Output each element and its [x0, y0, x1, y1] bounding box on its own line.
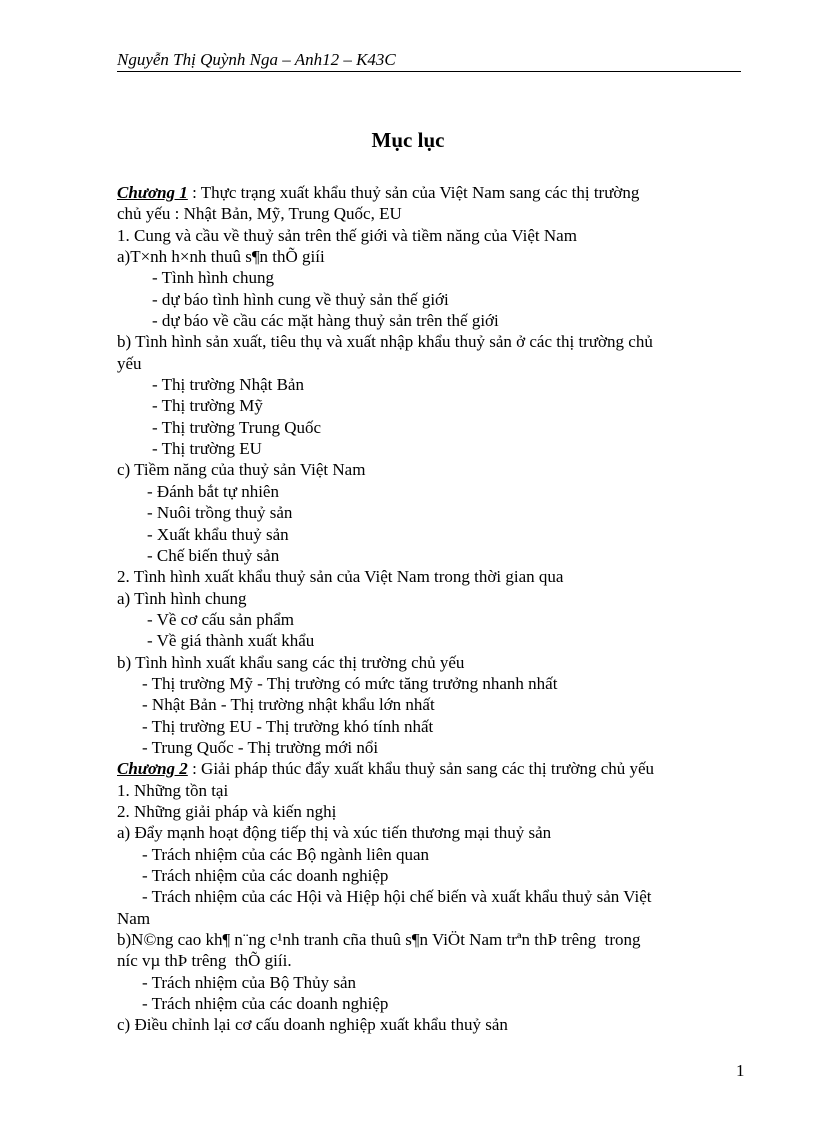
toc-line: [117, 694, 741, 715]
toc-line-text: b) Tình hình sản xuất, tiêu thụ và xuất nhập khẩu thuỷ sản ở các thị trường chủ: [117, 332, 653, 352]
toc-line-text: yếu: [117, 353, 142, 373]
toc-line-text: Nam: [117, 908, 151, 928]
toc-line-text: - Thị trường EU - Thị trường khó tính nhất: [142, 716, 434, 736]
toc-line: [117, 545, 741, 566]
toc-line: [117, 630, 741, 651]
toc-line-text: - Chế biến thuỷ sản: [147, 545, 280, 565]
toc-line-text: - Thị trường Trung Quốc: [152, 417, 322, 437]
toc-line-text: : Giải pháp thúc đẩy xuất khẩu thuỷ sản sang các thị trường chủ yếu: [187, 759, 655, 779]
toc-line: [117, 502, 741, 523]
toc-line-text: - Nhật Bản - Thị trường nhật khẩu lớn nhất: [142, 695, 435, 715]
page-number: 1: [736, 1061, 745, 1080]
chapter-label: Chương 2: [117, 759, 188, 779]
toc-line: [117, 673, 741, 694]
toc-line: [117, 652, 741, 673]
toc-line: [117, 886, 741, 907]
toc-line-text: b) Tình hình xuất khẩu sang các thị trường chủ yếu: [117, 652, 465, 672]
toc-line: [117, 865, 741, 886]
toc-line-text: a) Đẩy mạnh hoạt động tiếp thị và xúc tiến thương mại thuỷ sản: [117, 823, 552, 843]
table-of-contents: [117, 182, 741, 1036]
toc-line: [117, 246, 741, 267]
toc-line-text: - Trách nhiệm của các doanh nghiệp: [142, 994, 389, 1014]
toc-line: [117, 588, 741, 609]
toc-line: [117, 289, 741, 310]
toc-line: [117, 374, 741, 395]
toc-line-text: - Xuất khẩu thuỷ sản: [147, 524, 289, 544]
toc-line: [117, 566, 741, 587]
page-title: Mục lục: [371, 128, 445, 152]
toc-line: [117, 950, 741, 971]
toc-line-text: - dự báo về cầu các mặt hàng thuỷ sản trên thế giới: [152, 311, 499, 331]
toc-line-text: - Về cơ cấu sản phẩm: [147, 609, 294, 629]
toc-chapter-line: [117, 182, 741, 203]
toc-line: [117, 267, 741, 288]
toc-line-text: : Thực trạng xuất khẩu thuỷ sản của Việt Nam sang các thị trường: [187, 183, 640, 202]
page-header: Nguyễn Thị Quỳnh Nga – Anh12 – K43C: [117, 49, 741, 72]
toc-line: [117, 310, 741, 331]
toc-line-text: a)T×nh h×nh thuû s¶n thÕ giíi: [117, 247, 325, 267]
toc-line: [117, 972, 741, 993]
toc-line: [117, 1014, 741, 1035]
toc-line: [117, 780, 741, 801]
toc-line-text: c) Tiềm năng của thuỷ sản Việt Nam: [117, 460, 366, 480]
toc-line: [117, 908, 741, 929]
toc-line-text: - Thị trường EU: [152, 439, 262, 459]
toc-line-text: 1. Những tồn tại: [117, 780, 229, 800]
toc-line: [117, 481, 741, 502]
toc-line-text: - dự báo tình hình cung về thuỷ sản thế giới: [152, 289, 449, 309]
toc-line-text: 2. Những giải pháp và kiến nghị: [117, 801, 337, 821]
toc-line-text: c) Điều chỉnh lại cơ cấu doanh nghiệp xuất khẩu thuỷ sản: [117, 1015, 508, 1035]
toc-line: [117, 331, 741, 352]
toc-line: [117, 737, 741, 758]
toc-line: [117, 929, 741, 950]
toc-line-text: - Đánh bắt tự nhiên: [147, 481, 279, 501]
toc-line-text: - Thị trường Mỹ - Thị trường có mức tăng trưởng nhanh nhất: [142, 673, 558, 693]
toc-line: [117, 395, 741, 416]
toc-line: [117, 716, 741, 737]
toc-line-text: 1. Cung và cầu về thuỷ sản trên thế giới và tiềm năng của Việt Nam: [117, 225, 577, 245]
toc-line-text: - Tình hình chung: [152, 268, 274, 288]
toc-line: [117, 993, 741, 1014]
toc-line: [117, 438, 741, 459]
toc-line-text: níc vµ thÞ trêng thÕ giíi.: [117, 951, 292, 971]
toc-line-text: a) Tình hình chung: [117, 588, 247, 608]
toc-line: [117, 822, 741, 843]
toc-line-text: b)N©ng cao kh¶ n¨ng c¹nh tranh cña thuû s¶n ViÖt Nam trªn thÞ trêng trong: [117, 930, 641, 950]
toc-line: [117, 459, 741, 480]
chapter-label: Chương 1: [117, 183, 188, 202]
toc-line: [117, 353, 741, 374]
toc-chapter-line: [117, 758, 741, 779]
toc-line-text: - Về giá thành xuất khẩu: [147, 631, 315, 651]
toc-line-text: - Trung Quốc - Thị trường mới nổi: [142, 737, 379, 757]
toc-line: [117, 609, 741, 630]
toc-line-text: - Trách nhiệm của các Bộ ngành liên quan: [142, 844, 430, 864]
toc-line-text: - Trách nhiệm của Bộ Thủy sản: [142, 972, 357, 992]
toc-line: [117, 203, 741, 224]
toc-line-text: - Thị trường Nhật Bản: [152, 375, 304, 395]
toc-line-text: - Nuôi trồng thuỷ sản: [147, 503, 293, 523]
toc-line-text: - Trách nhiệm của các doanh nghiệp: [142, 866, 389, 885]
toc-line-text: 2. Tình hình xuất khẩu thuỷ sản của Việt Nam trong thời gian qua: [117, 567, 564, 587]
toc-line-text: chủ yếu : Nhật Bản, Mỹ, Trung Quốc, EU: [117, 204, 402, 224]
toc-line: [117, 524, 741, 545]
toc-line: [117, 801, 741, 822]
toc-line-text: - Trách nhiệm của các Hội và Hiệp hội chế biến và xuất khẩu thuỷ sản Việt: [142, 887, 652, 907]
toc-line-text: - Thị trường Mỹ: [152, 396, 263, 416]
toc-line: [117, 844, 741, 865]
toc-line: [117, 225, 741, 246]
toc-line: [117, 417, 741, 438]
